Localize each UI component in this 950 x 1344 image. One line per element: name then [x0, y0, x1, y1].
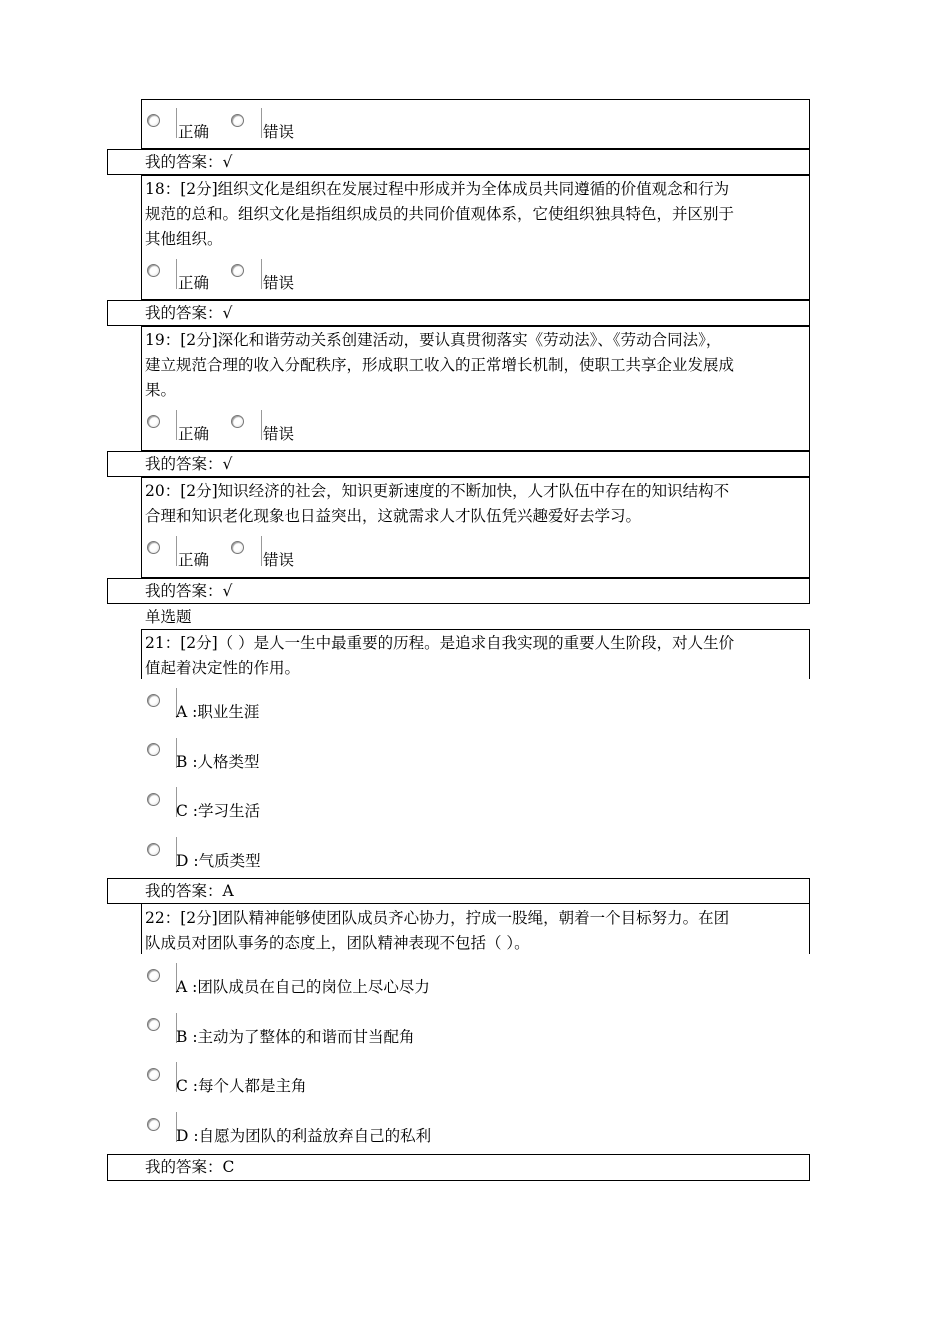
q22-option-a-label: A :团队成员在自己的岗位上尽心尽力: [176, 978, 430, 996]
divider: [261, 410, 262, 440]
q18-radio-false[interactable]: [231, 264, 244, 277]
q21-radio-b[interactable]: [147, 743, 160, 756]
divider: [176, 108, 177, 138]
divider: [176, 536, 177, 566]
q22-line: 22：[2分]团队精神能够使团队成员齐心协力，拧成一股绳，朝着一个目标努力。在团: [145, 909, 730, 927]
q19-question: [145, 328, 811, 403]
q21-option-a-label: A :职业生涯: [176, 703, 260, 721]
divider: [261, 259, 262, 289]
q21-line: 值起着决定性的作用。: [145, 659, 301, 677]
q19-my-answer: 我的答案：√: [145, 455, 233, 473]
q20-radio-false[interactable]: [231, 541, 244, 554]
q21-option-b-label: B :人格类型: [176, 753, 260, 771]
q17-radio-true[interactable]: [147, 114, 160, 127]
q22-option-c-label: C :每个人都是主角: [176, 1077, 307, 1095]
q22-radio-a[interactable]: [147, 969, 160, 982]
q21-option-d-label: D :气质类型: [176, 852, 261, 870]
q19-option-true-label: 正确: [178, 425, 210, 443]
q19-radio-false[interactable]: [231, 415, 244, 428]
q18-my-answer: 我的答案：√: [145, 304, 233, 322]
q18-radio-true[interactable]: [147, 264, 160, 277]
q20-my-answer: 我的答案：√: [145, 582, 233, 600]
q20-option-false-label: 错误: [263, 551, 295, 569]
q19-radio-true[interactable]: [147, 415, 160, 428]
q17-radio-false[interactable]: [231, 114, 244, 127]
q18-option-true-label: 正确: [178, 274, 210, 292]
q22-radio-c[interactable]: [147, 1068, 160, 1081]
q21-radio-d[interactable]: [147, 843, 160, 856]
q20-option-true-label: 正确: [178, 551, 210, 569]
q22-my-answer: 我的答案：C: [145, 1158, 235, 1176]
q21-radio-a[interactable]: [147, 694, 160, 707]
divider: [261, 108, 262, 138]
q19-line: 果。: [145, 381, 177, 399]
q21-line: 21：[2分]（ ）是人一生中最重要的历程。是追求自我实现的重要人生阶段，对人生价: [145, 634, 735, 652]
divider: [261, 536, 262, 566]
q19-line: 19：[2分]深化和谐劳动关系创建活动，要认真贯彻落实《劳动法》、《劳动合同法》，: [145, 331, 722, 349]
q17-my-answer: 我的答案：√: [145, 153, 233, 171]
divider: [176, 259, 177, 289]
q22-option-b-label: B :主动为了整体的和谐而甘当配角: [176, 1028, 415, 1046]
q18-line: 其他组织。: [145, 230, 223, 248]
q22-line: 队成员对团队事务的态度上，团队精神表现不包括（ ）。: [145, 934, 530, 952]
q18-question: [145, 177, 811, 252]
q18-option-false-label: 错误: [263, 274, 295, 292]
q22-question: [145, 906, 811, 956]
q21-question: [145, 631, 811, 681]
q22-radio-b[interactable]: [147, 1018, 160, 1031]
q22-option-d-label: D :自愿为团队的利益放弃自己的私利: [176, 1127, 432, 1145]
q19-option-false-label: 错误: [263, 425, 295, 443]
q20-question: [145, 479, 811, 529]
q20-radio-true[interactable]: [147, 541, 160, 554]
q21-radio-c[interactable]: [147, 793, 160, 806]
q17-option-true-label: 正确: [178, 123, 210, 141]
divider: [176, 410, 177, 440]
q20-line: 合理和知识老化现象也日益突出，这就需求人才队伍凭兴趣爱好去学习。: [145, 507, 642, 525]
q19-line: 建立规范合理的收入分配秩序，形成职工收入的正常增长机制，使职工共享企业发展成: [145, 356, 735, 374]
q18-line: 18：[2分]组织文化是组织在发展过程中形成并为全体成员共同遵循的价值观念和行为: [145, 180, 730, 198]
q22-radio-d[interactable]: [147, 1118, 160, 1131]
q20-line: 20：[2分]知识经济的社会，知识更新速度的不断加快，人才队伍中存在的知识结构不: [145, 482, 730, 500]
q21-option-c-label: C :学习生活: [176, 802, 261, 820]
section-label: 单选题: [145, 608, 192, 626]
q21-my-answer: 我的答案：A: [145, 882, 234, 900]
q18-line: 规范的总和。组织文化是指组织成员的共同价值观体系，它使组织独具特色，并区别于: [145, 205, 735, 223]
q17-option-false-label: 错误: [263, 123, 295, 141]
